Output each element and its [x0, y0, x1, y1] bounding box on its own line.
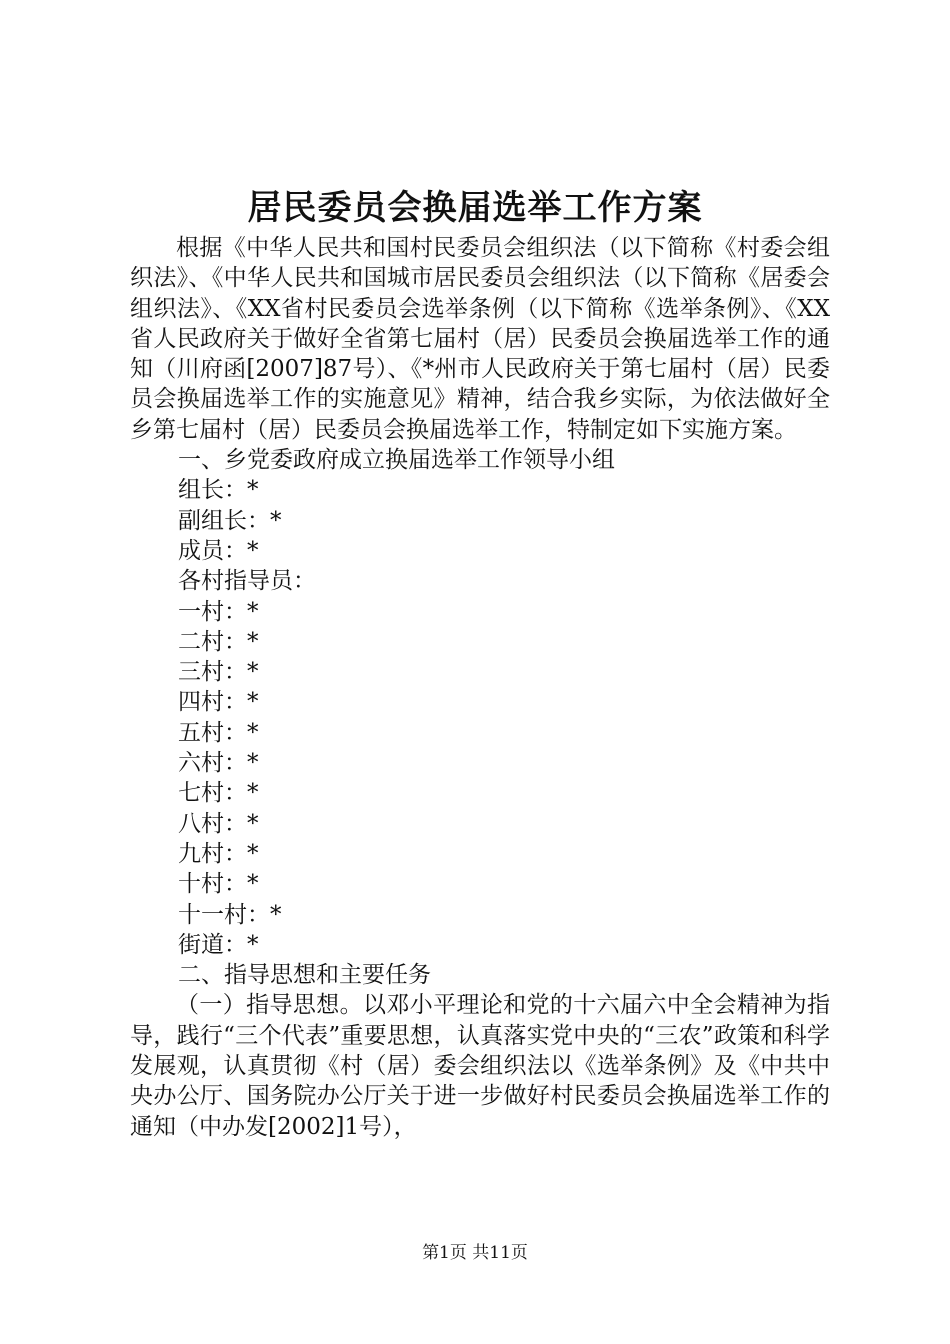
page-footer: 第1页 共11页 [422, 1243, 528, 1263]
village-line: 街道：* [178, 931, 259, 958]
village-line: 五村：* [178, 719, 259, 746]
leader-line: 组长：* [178, 477, 259, 504]
guiding-thought-paragraph: （一）指导思想。以邓小平理论和党的十六届六中全会精神为指导，践行“三个代表”重要思想，认真落实党中央的“三农”政策和科学发展观，认真贯彻《村（居）委会组织法以《选举条例》及《中共中央办公厅、国务院办公厅关于进一步做好村民委员会换届选举工作的通知（中办发[2002]1号）， [130, 992, 830, 1140]
village-line: 四村：* [178, 689, 259, 716]
document-body [130, 233, 830, 1142]
village-line: 八村：* [178, 810, 259, 837]
section-heading-2: 二、指导思想和主要任务 [178, 962, 431, 989]
village-line: 十一村：* [178, 901, 282, 928]
intro-paragraph: 根据《中华人民共和国村民委员会组织法（以下简称《村委会组织法》、《中华人民共和国城市居民委员会组织法（以下简称《居委会组织法》、《XX省村民委员会选举条例（以下简称《选举条例》、《XX省人民政府关于做好全省第七届村（居）民委员会换届选举工作的通知（川府函[2007]87号）、《*州市人民政府关于第七届村（居）民委员会换届选举工作的实施意见》精神，结合我乡实际，为依法做好全乡第七届村（居）民委员会换届选举工作，特制定如下实施方案。 [130, 235, 830, 443]
village-line: 七村：* [178, 780, 259, 807]
leader-line: 各村指导员： [178, 568, 316, 595]
village-line: 六村：* [178, 750, 259, 777]
leader-line: 成员：* [178, 537, 259, 564]
village-line: 十村：* [178, 871, 259, 898]
village-line: 九村：* [178, 840, 259, 867]
village-line: 二村：* [178, 628, 259, 655]
village-line: 一村：* [178, 598, 259, 625]
village-line: 三村：* [178, 659, 259, 686]
leader-line: 副组长：* [178, 507, 282, 534]
document-title: 居民委员会换届选举工作方案 [247, 188, 703, 228]
section-heading-1: 一、乡党委政府成立换届选举工作领导小组 [178, 447, 615, 474]
